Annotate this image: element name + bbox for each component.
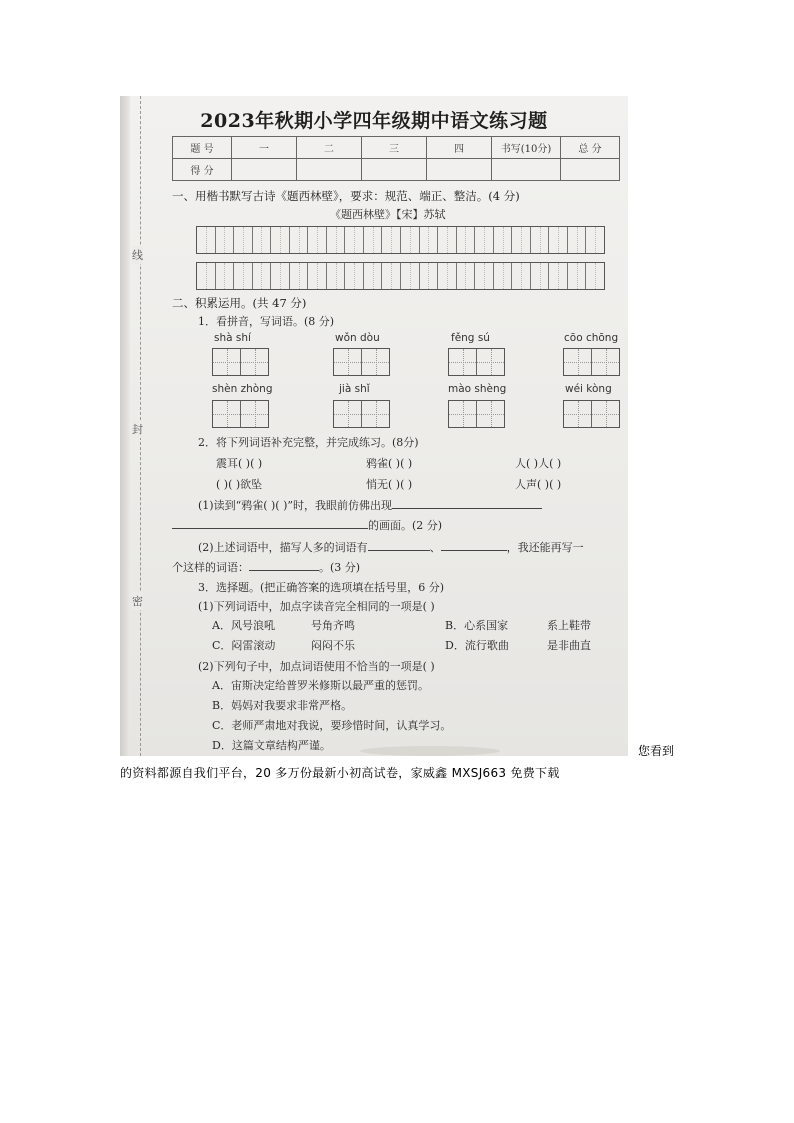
answer-box[interactable] [448, 400, 505, 428]
writing-grid-row[interactable] [196, 262, 605, 290]
q1-prompt: 1．看拼音，写词语。(8 分) [198, 315, 335, 328]
footer-text-line2: 的资料都源自我们平台，20 多万份最新小初高试卷，家威鑫 MXSJ663 免费下载 [120, 766, 560, 780]
footer-text-line1: 您看到 [637, 744, 674, 758]
option-a-word: 号角齐鸣 [311, 619, 355, 632]
exam-title: 2023年秋期小学四年级期中语文练习题 [200, 110, 548, 132]
q2-sub2-cont [172, 559, 360, 575]
pinyin-label: shèn zhòng [212, 383, 273, 395]
pinyin-label: shà shí [214, 332, 251, 344]
answer-box[interactable] [212, 348, 269, 376]
option-b-word: 系上鞋带 [547, 619, 591, 632]
score-cell[interactable] [561, 159, 620, 181]
q3-sub2[interactable]: (2)下列句子中，加点词语使用不恰当的一项是( ) [198, 660, 435, 673]
answer-box[interactable] [333, 400, 390, 428]
binding-edge [120, 96, 130, 756]
answer-line[interactable] [249, 559, 319, 571]
pinyin-label: wéi kòng [565, 383, 612, 395]
answer-box[interactable] [563, 400, 620, 428]
pinyin-label: cōo chōng [564, 332, 619, 344]
sentence-option: B．妈妈对我要求非常严格。 [212, 699, 353, 712]
answer-line[interactable] [392, 497, 542, 509]
sentence-option: C．老师严肃地对我说，要珍惜时间，认真学习。 [212, 719, 452, 732]
q2-sub1-cont [172, 517, 442, 533]
q2-sub2-d: 。(3 分) [319, 561, 361, 574]
q2-sub1-prefix: (1)读到“鸦雀( )( )”时，我眼前仿佛出现 [198, 499, 392, 512]
binding-label-xian: 线 [132, 246, 143, 264]
sentence-option: D．这篇文章结构严谨。 [212, 739, 331, 752]
fill-blank-item[interactable]: 人声( )( ) [515, 478, 562, 491]
pinyin-label: wǒn dòu [335, 332, 380, 344]
binding-label-mi: 密 [132, 592, 143, 610]
section1-heading: 一、用楷书默写古诗《题西林壁》，要求：规范、端正、整洁。(4 分) [172, 189, 520, 203]
q2-sub2-sep: 、 [429, 541, 441, 554]
table-cell: 题 号 [173, 137, 232, 159]
page-fold-shadow [360, 746, 500, 756]
option-b: B．心系国家 [445, 619, 509, 632]
fill-blank-item[interactable]: 震耳( )( ) [216, 457, 263, 470]
score-table-header-row [173, 137, 620, 159]
q2-sub1-text [198, 497, 542, 513]
score-cell[interactable] [297, 159, 362, 181]
q3-prompt: 3．选择题。(把正确答案的选项填在括号里，6 分) [198, 581, 445, 594]
table-cell: 得 分 [173, 159, 232, 181]
binding-label-feng: 封 [132, 420, 143, 438]
option-a: A．风号浪吼 [212, 619, 275, 632]
table-cell: 四 [427, 137, 492, 159]
q2-sub2-text [198, 539, 584, 555]
table-cell: 三 [362, 137, 427, 159]
q3-sub1[interactable]: (1)下列词语中，加点字读音完全相同的一项是( ) [198, 600, 435, 613]
answer-box[interactable] [212, 400, 269, 428]
answer-box[interactable] [333, 348, 390, 376]
answer-box[interactable] [448, 348, 505, 376]
score-table-score-row [173, 159, 620, 181]
pinyin-label: jià shǐ [339, 383, 370, 395]
q2-sub2-c: 个这样的词语： [172, 561, 249, 574]
pinyin-label: fěng sú [451, 332, 490, 344]
option-c: C．闷雷滚动 [212, 639, 276, 652]
writing-grid-row[interactable] [196, 226, 605, 254]
fill-blank-item[interactable]: 悄无( )( ) [366, 478, 413, 491]
pinyin-label: mào shèng [448, 383, 507, 395]
score-cell[interactable] [362, 159, 427, 181]
poem-title: 《题西林壁》【宋】苏轼 [330, 208, 446, 221]
section2-heading: 二、积累运用。(共 47 分) [172, 296, 307, 310]
option-d-word: 是非曲直 [547, 639, 591, 652]
q2-sub1-suffix: 的画面。(2 分) [368, 519, 443, 532]
fill-blank-item[interactable]: 人( )人( ) [515, 457, 562, 470]
score-cell[interactable] [232, 159, 297, 181]
score-table [172, 136, 620, 181]
q2-sub2-prefix: (2)上述词语中，描写人多的词语有 [198, 541, 368, 554]
table-cell: 二 [297, 137, 362, 159]
table-cell: 一 [232, 137, 297, 159]
option-c-word: 闷闷不乐 [311, 639, 355, 652]
answer-line[interactable] [441, 539, 507, 551]
q2-prompt: 2．将下列词语补充完整，并完成练习。(8分) [198, 436, 419, 449]
table-cell: 总 分 [561, 137, 620, 159]
table-cell: 书写(10分) [492, 137, 561, 159]
fill-blank-item[interactable]: 鸦雀( )( ) [366, 457, 413, 470]
score-cell[interactable] [492, 159, 561, 181]
option-d: D．流行歌曲 [445, 639, 509, 652]
q2-sub2-mid: ，我还能再写一 [506, 541, 584, 554]
exam-photo [120, 96, 628, 756]
answer-line[interactable] [368, 539, 430, 551]
sentence-option: A．宙斯决定给普罗米修斯以最严重的惩罚。 [212, 679, 429, 692]
answer-box[interactable] [563, 348, 620, 376]
score-cell[interactable] [427, 159, 492, 181]
answer-line[interactable] [172, 517, 368, 529]
fill-blank-item[interactable]: ( )( )欲坠 [216, 478, 263, 491]
